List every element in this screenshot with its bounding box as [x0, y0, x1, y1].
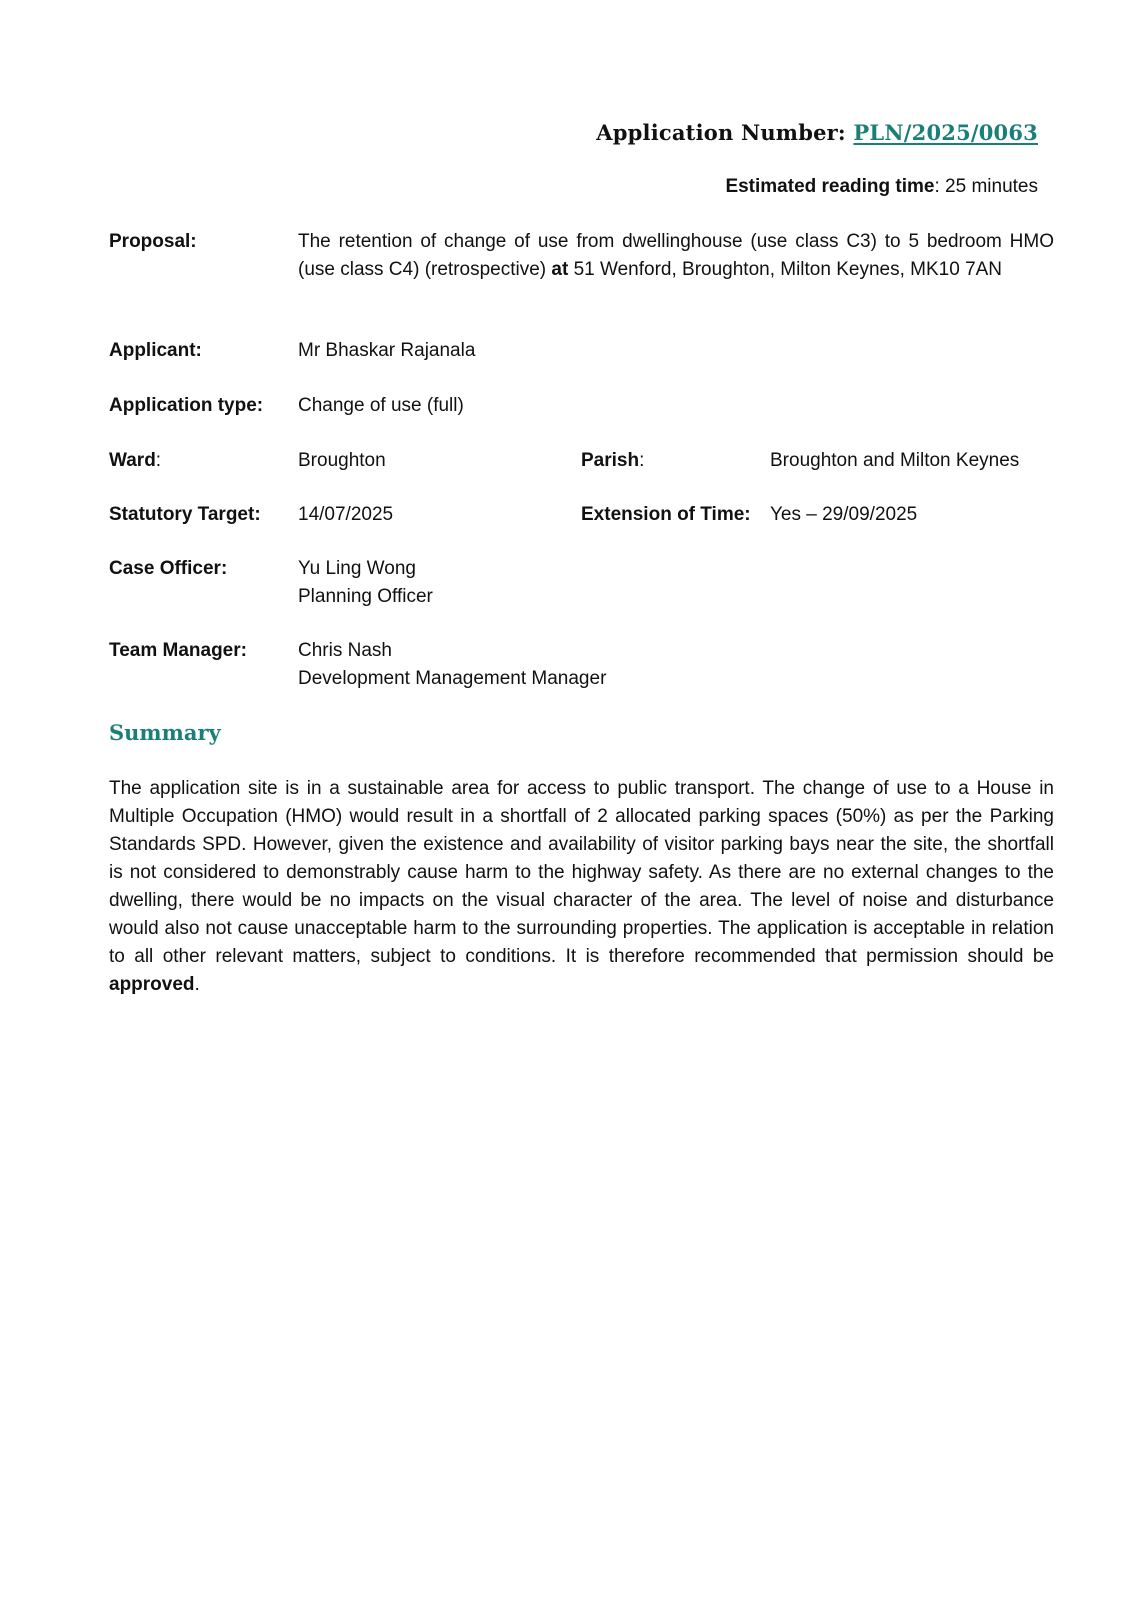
case-officer-value: [298, 555, 433, 611]
proposal-value: [298, 228, 1054, 284]
proposal-text-2: 51 Wenford, Broughton, Milton Keynes, MK10 7AN: [568, 259, 1003, 280]
case-officer-name: Yu Ling Wong: [298, 558, 416, 579]
reading-time-label: Estimated reading time: [725, 176, 935, 197]
case-officer-role: Planning Officer: [298, 586, 433, 607]
parish-value: Broughton and Milton Keynes: [770, 450, 1020, 471]
statutory-target-label: Statutory Target:: [109, 504, 261, 525]
proposal-text-1: The retention of change of use from dwellinghouse (use class C3) to 5 bedroom HMO (use class C4) (retrospective): [298, 231, 1054, 280]
proposal-text-bold: at: [551, 259, 569, 280]
team-manager-value: [298, 637, 606, 693]
ward-value: Broughton: [298, 450, 386, 471]
parish-label-text: Parish: [581, 450, 640, 471]
ward-label: [109, 447, 161, 475]
extension-of-time-value: Yes – 29/09/2025: [770, 504, 918, 525]
reading-time-value: : 25 minutes: [934, 176, 1038, 197]
parish-label: [581, 447, 644, 475]
estimated-reading-time: [725, 176, 1038, 198]
team-manager-name: Chris Nash: [298, 640, 392, 661]
extension-of-time-label: Extension of Time:: [581, 504, 751, 525]
application-number: [596, 120, 1038, 145]
statutory-target-value: 14/07/2025: [298, 504, 394, 525]
case-officer-label: Case Officer:: [109, 558, 228, 579]
summary-text-end: .: [194, 974, 200, 995]
summary-heading: Summary: [109, 720, 221, 745]
application-number-link[interactable]: PLN/2025/0063: [853, 120, 1038, 145]
team-manager-role: Development Management Manager: [298, 668, 607, 689]
parish-label-colon: :: [639, 450, 645, 471]
application-number-label: Application Number:: [596, 120, 854, 145]
application-type-label: Application type:: [109, 395, 264, 416]
ward-label-text: Ward: [109, 450, 156, 471]
summary-text: The application site is in a sustainable area for access to public transport. The change of use to a House in Multiple Occupation (HMO) would result in a shortfall of 2 allocated parking spaces (50%) as per the Parking Standards SPD. However, given the existence and availability of visitor parking bays near the site, the shortfall is not considered to demonstrably cause harm to the highway safety. As there are no external changes to the dwelling, there would be no impacts on the visual character of the area. The level of noise and disturbance would also not cause unacceptable harm to the surrounding properties. The application is acceptable in relation to all other relevant matters, subject to conditions. It is therefore recommended that permission should be: [109, 778, 1054, 967]
summary-paragraph: [109, 775, 1054, 999]
applicant-value: Mr Bhaskar Rajanala: [298, 340, 476, 361]
team-manager-label: Team Manager:: [109, 640, 247, 661]
proposal-label: Proposal:: [109, 231, 197, 252]
applicant-label: Applicant:: [109, 340, 202, 361]
application-type-value: Change of use (full): [298, 395, 464, 416]
summary-text-bold: approved: [109, 974, 195, 995]
ward-label-colon: :: [155, 450, 162, 471]
